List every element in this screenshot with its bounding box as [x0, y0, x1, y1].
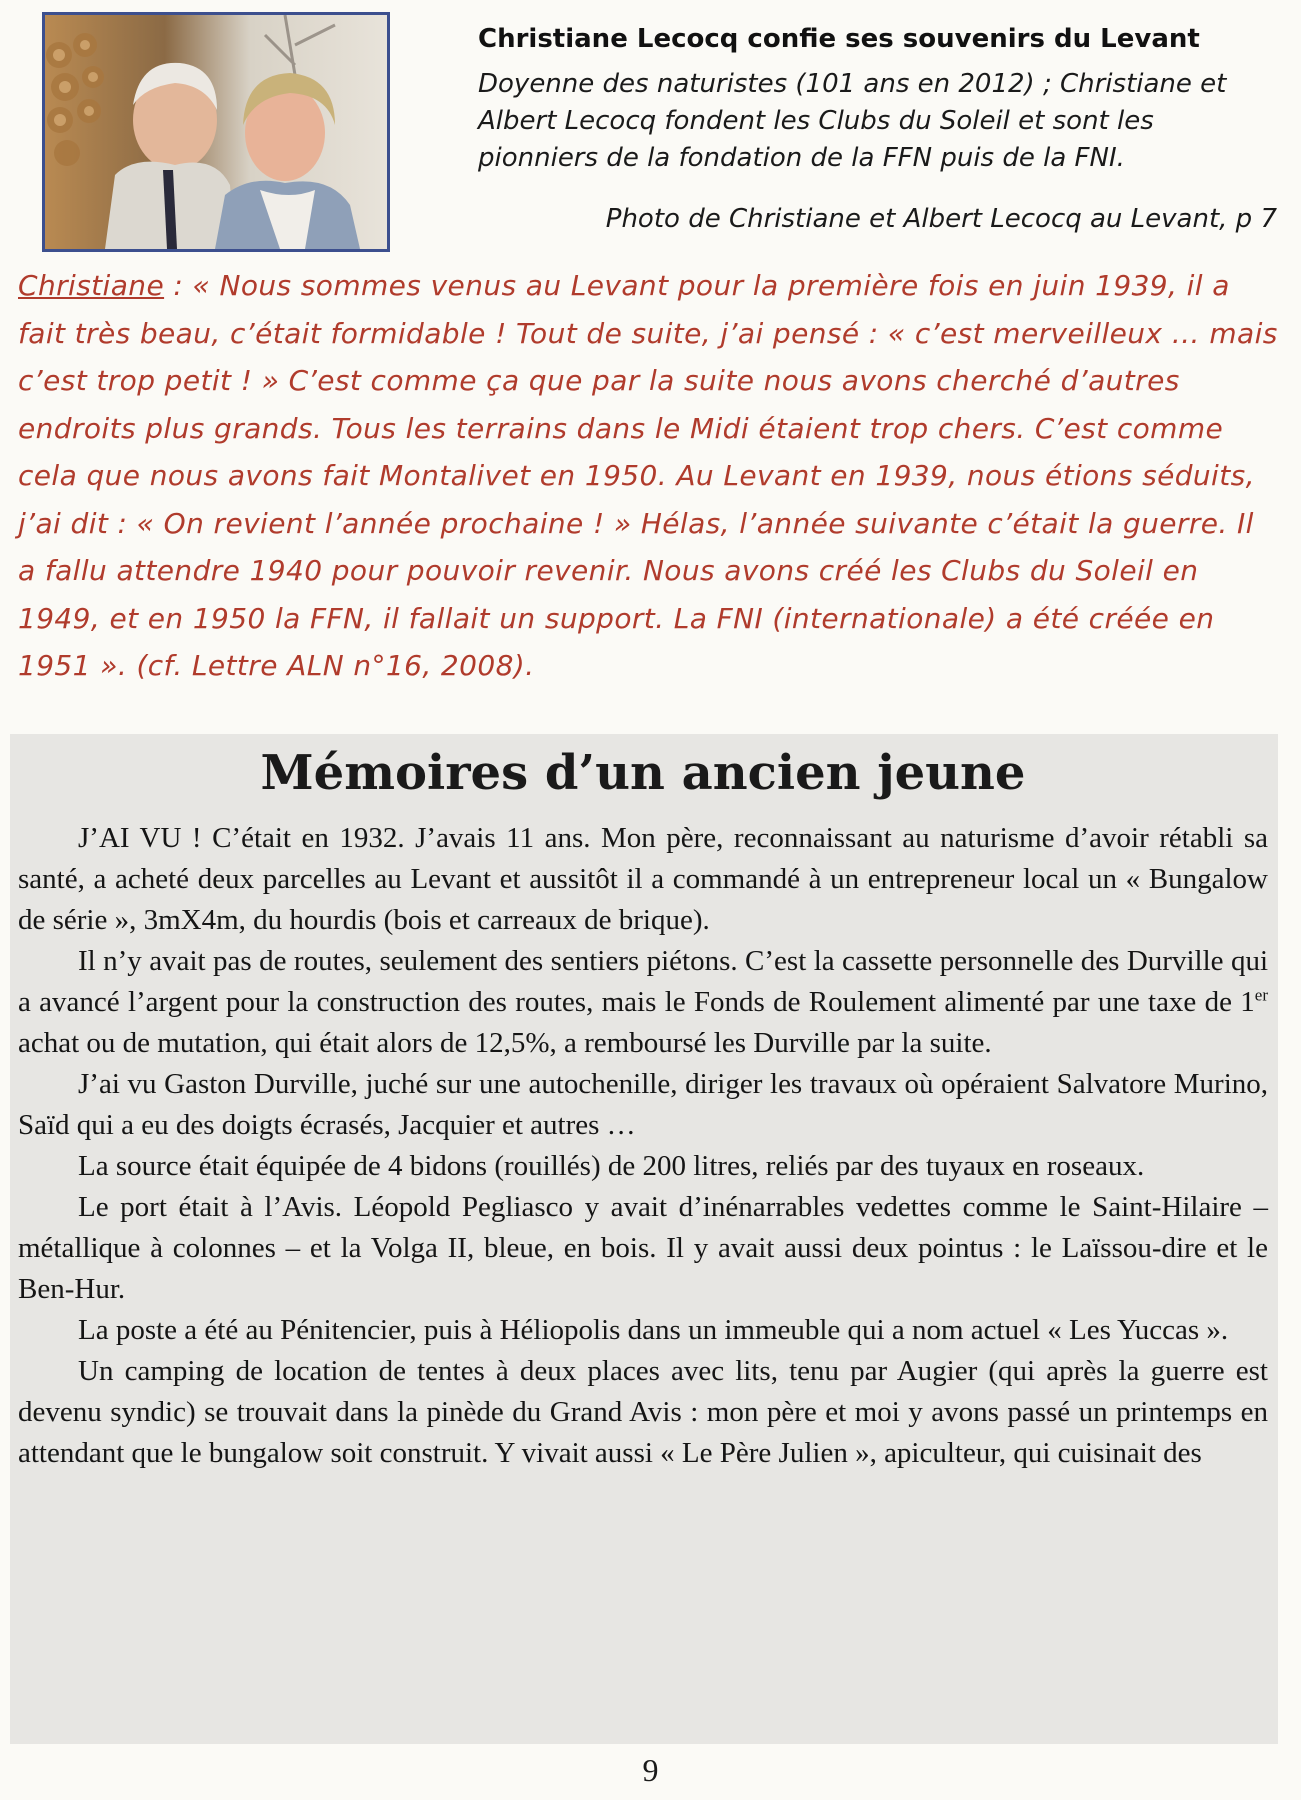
intro-title: Christiane Lecocq confie ses souvenirs du Levant [478, 24, 1200, 54]
article-paragraph: Le port était à l’Avis. Léopold Pegliasco y avait d’inénarrables vedettes comme le Saint-Hilaire – métallique à colonnes – et la Volga II, bleue, en bois. Il y avait aussi deux pointus : le Laïssou-dire et le Ben-Hur. [18, 1191, 1268, 1305]
intro-text: Doyenne des naturistes (101 ans en 2012) ; Christiane et Albert Lecocq fondent les Clubs du Soleil et sont les pionniers de la fondation de la FFN puis de la FNI. [478, 69, 1227, 173]
roads-text-before: Il n’y avait pas de routes, seulement des sentiers piétons. C’est la cassette personnelle des Durville qui a avancé l’argent pour la construction des routes, mais le Fonds de Roulement alimenté par une taxe de 1 [18, 945, 1268, 1018]
quote-separator: : [164, 269, 193, 302]
photo-lecocq [42, 12, 390, 252]
quote-speaker: Christiane [18, 269, 165, 302]
article-paragraph: La poste a été au Pénitencier, puis à Héliopolis dans un immeuble qui a nom actuel « Les Yuccas ». [78, 1314, 1229, 1346]
christiane-quote [18, 262, 1280, 690]
article-paragraph: La source était équipée de 4 bidons (rouillés) de 200 litres, reliés par des tuyaux en roseaux. [78, 1150, 1145, 1182]
article-paragraph: J’ai vu Gaston Durville, juché sur une autochenille, diriger les travaux où opéraient Salvatore Murino, Saïd qui a eu des doigts écrasés, Jacquier et autres … [18, 1068, 1268, 1141]
quote-text: « Nous sommes venus au Levant pour la première fois en juin 1939, il a fait très beau, c’était formidable ! Tout de suite, j’ai pensé : « c’est merveilleux … mais c’est trop petit ! » C’est comme ça que par la suite nous avons cherché d’autres endroits plus grands. Tous les terrains dans le Midi étaient trop chers. C’est comme cela que nous avons fait Montalivet en 1950. Au Levant en 1939, nous étions séduits, j’ai dit : « On revient l’année prochaine ! » Hélas, l’année suivante c’était la guerre. Il a fallu attendre 1940 pour pouvoir revenir. Nous avons créé les Clubs du Soleil en 1949, et en 1950 la FFN, il fallait un support. La FNI (internationale) a été créée en 1951 ». (cf. Lettre ALN n°16, 2008). [18, 269, 1278, 682]
photo-caption: Photo de Christiane et Albert Lecocq au Levant, p 7 [605, 204, 1277, 234]
article-paragraph: J’AI VU ! C’était en 1932. J’avais 11 ans. Mon père, reconnaissant au naturisme d’avoir rétabli sa santé, a acheté deux parcelles au Levant et aussitôt il a commandé à un entrepreneur local un « Bungalow de série », 3mX4m, du hourdis (bois et carreaux de brique). [18, 822, 1268, 936]
article-paragraph: Un camping de location de tentes à deux places avec lits, tenu par Augier (qui après la guerre est devenu syndic) se trouvait dans la pinède du Grand Avis : mon père et moi y avons passé un printemps en attendant que le bungalow soit construit. Y vivait aussi « Le Père Julien », apiculteur, qui cuisinait des [18, 1355, 1268, 1469]
article-box [10, 734, 1278, 1744]
article-body [18, 818, 1268, 1474]
photo-illustration [45, 15, 387, 249]
page-number: 9 [642, 1752, 659, 1788]
roads-text-after: achat ou de mutation, qui était alors de 12,5%, a remboursé les Durville par la suite. [18, 1027, 992, 1059]
article-title: Mémoires d’un ancien jeune [260, 745, 1026, 801]
article-paragraph-roads [18, 941, 1268, 1064]
roads-superscript: er [1254, 985, 1268, 1005]
